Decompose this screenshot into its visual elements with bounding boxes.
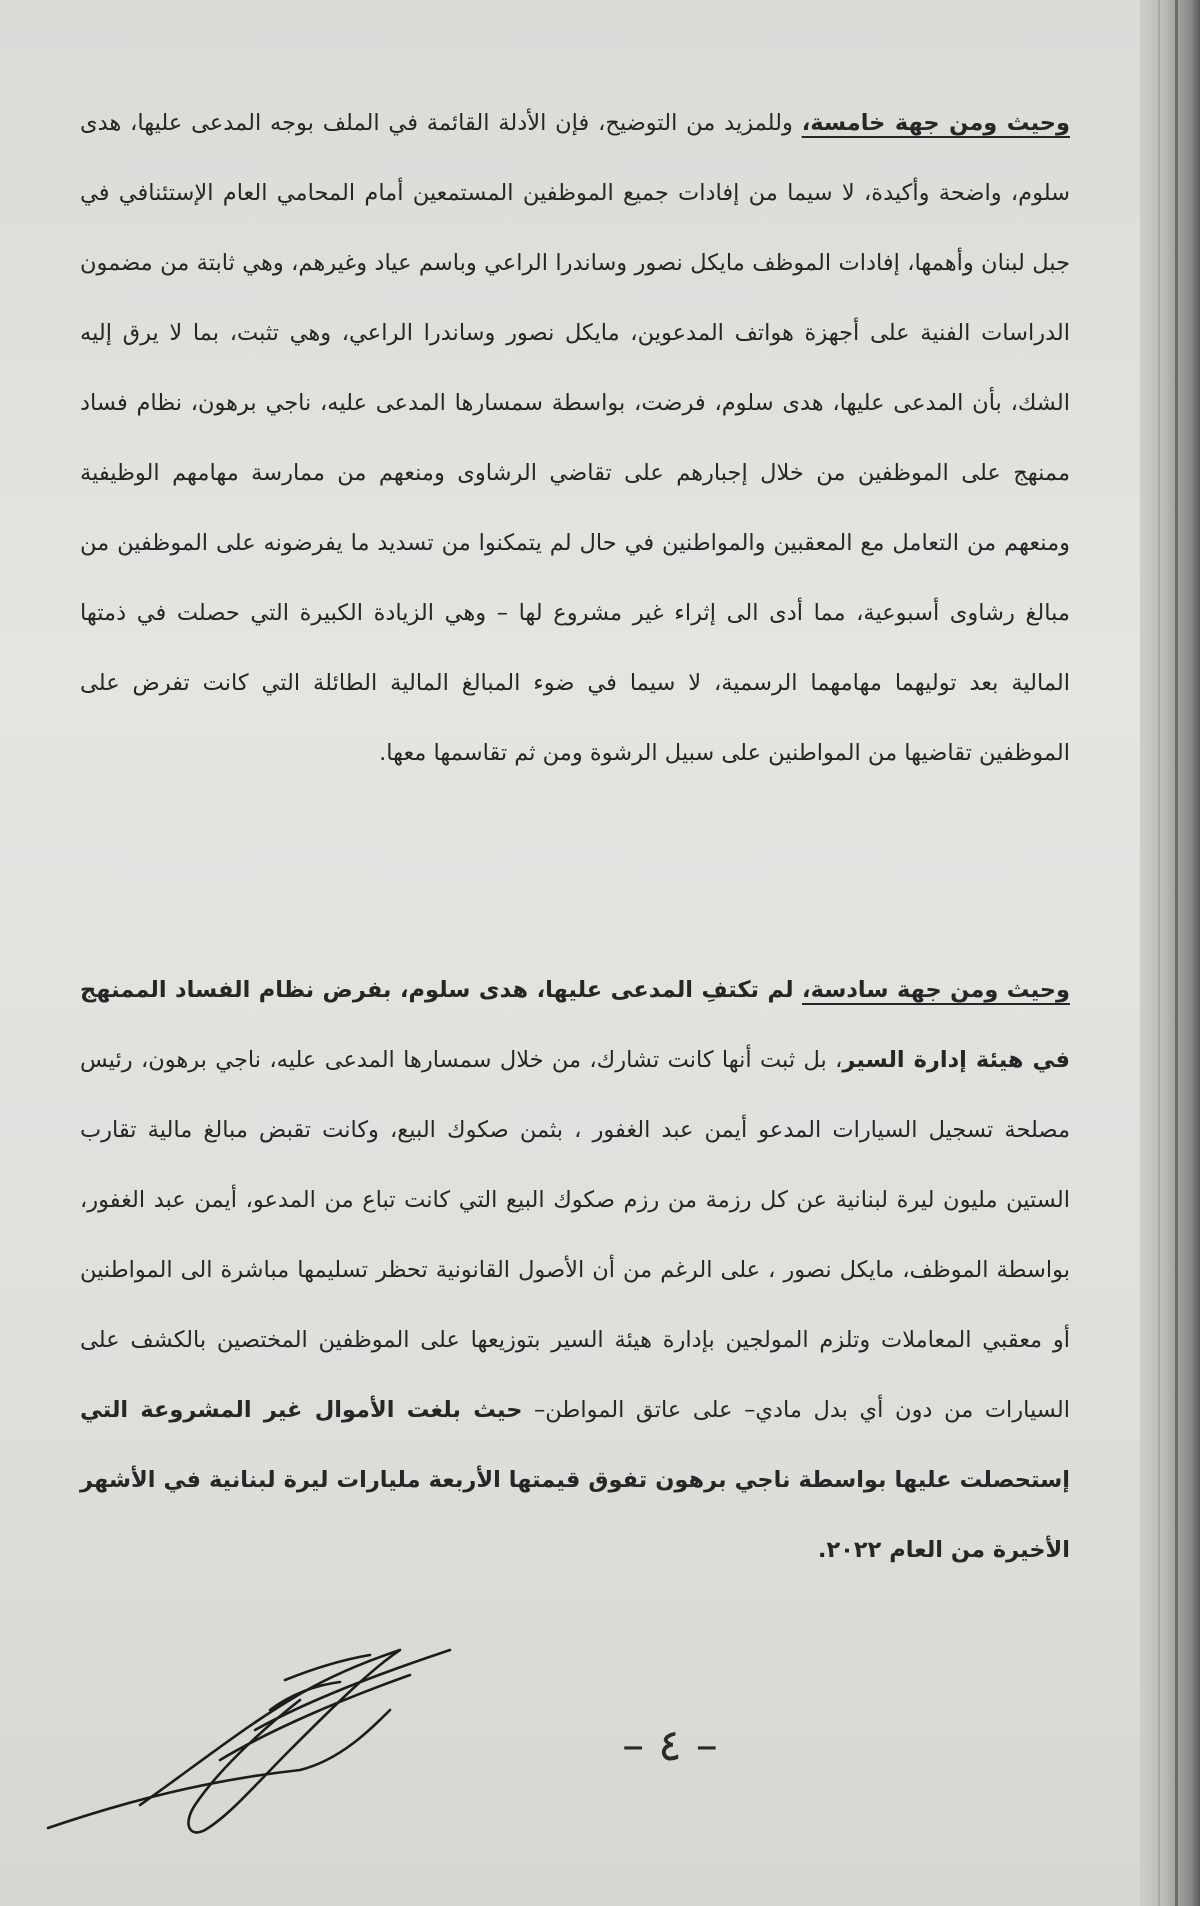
handwritten-signature [40, 1610, 480, 1840]
paragraph-1-heading: وحيث ومن جهة خامسة، [801, 110, 1071, 136]
paragraph-fifth-aspect [80, 88, 1070, 788]
paragraph-2-heading: وحيث ومن جهة سادسة، [802, 977, 1070, 1003]
page-edge-shadow [1140, 0, 1200, 1906]
page-edge-line [1158, 0, 1160, 1906]
paragraph-1-body: وللمزيد من التوضيح، فإن الأدلة القائمة في الملف بوجه المدعى عليها، هدى سلوم، واضحة وأكيدة، لا سيما من إفادات جميع الموظفين المستمعين أمام المحامي العام الإستئنافي في جبل لبنان وأهمها، إفادات الموظف مايكل نصور وساندرا الراعي وباسم عياد وغيرهم، وهي ثابتة من مضمون الدراسات الفنية على أجهزة هواتف المدعوين، مايكل نصور وساندرا الراعي، وهي تثبت، بما لا يرق إليه الشك، بأن المدعى عليها، هدى سلوم، فرضت، بواسطة سمسارها المدعى عليه، ناجي برهون، نظام فساد ممنهج على الموظفين من خلال إجبارهم على تقاضي الرشاوى ومنعهم من ممارسة مهامهم الوظيفية ومنعهم من التعامل مع المعقبين والمواطنين في حال لم يتمكنوا من تسديد ما يفرضونه على الموظفين من مبالغ رشاوى أسبوعية، مما أدى الى إثراء غير مشروع لها – وهي الزيادة الكبيرة التي حصلت في ذمتها المالية بعد توليهما مهامهما الرسمية، لا سيما في ضوء المبالغ المالية الطائلة التي كانت تفرض على الموظفين تقاضيها من المواطنين على سبيل الرشوة ومن ثم تقاسمها معها. [80, 110, 1070, 766]
paragraph-2-bold-intro: لم تكتفِ المدعى عليها، هدى سلوم، بفرض نظام الفساد الممنهج في هيئة إدارة السير [80, 977, 1071, 1073]
page-edge-line-dark [1175, 0, 1178, 1906]
page-number: – ٤ – [622, 1720, 718, 1771]
paragraph-2-bold-conclusion: حيث بلغت الأموال غير المشروعة التي إستحصلت عليها بواسطة ناجي برهون تفوق قيمتها الأربعة مليارات ليرة لبنانية في الأشهر الأخيرة من العام ٢٠٢٢. [80, 1397, 1070, 1563]
paragraph-sixth-aspect [80, 955, 1070, 1585]
paragraph-2-body: ، بل ثبت أنها كانت تشارك، من خلال سمسارها المدعى عليه، ناجي برهون، رئيس مصلحة تسجيل السيارات المدعو أيمن عبد الغفور ، بثمن صكوك البيع، وكانت تقبض مبالغ مالية تقارب الستين مليون ليرة لبنانية عن كل رزمة من رزم صكوك البيع التي كانت تباع من المدعو، أيمن عبد الغفور، بواسطة الموظف، مايكل نصور ، على الرغم من أن الأصول القانونية تحظر تسليمها مباشرة الى المواطنين أو معقبي المعاملات وتلزم المولجين بإدارة هيئة السير بتوزيعها على الموظفين المختصين بالكشف على السيارات من دون أي بدل مادي– على عاتق المواطن– [80, 1047, 1070, 1423]
